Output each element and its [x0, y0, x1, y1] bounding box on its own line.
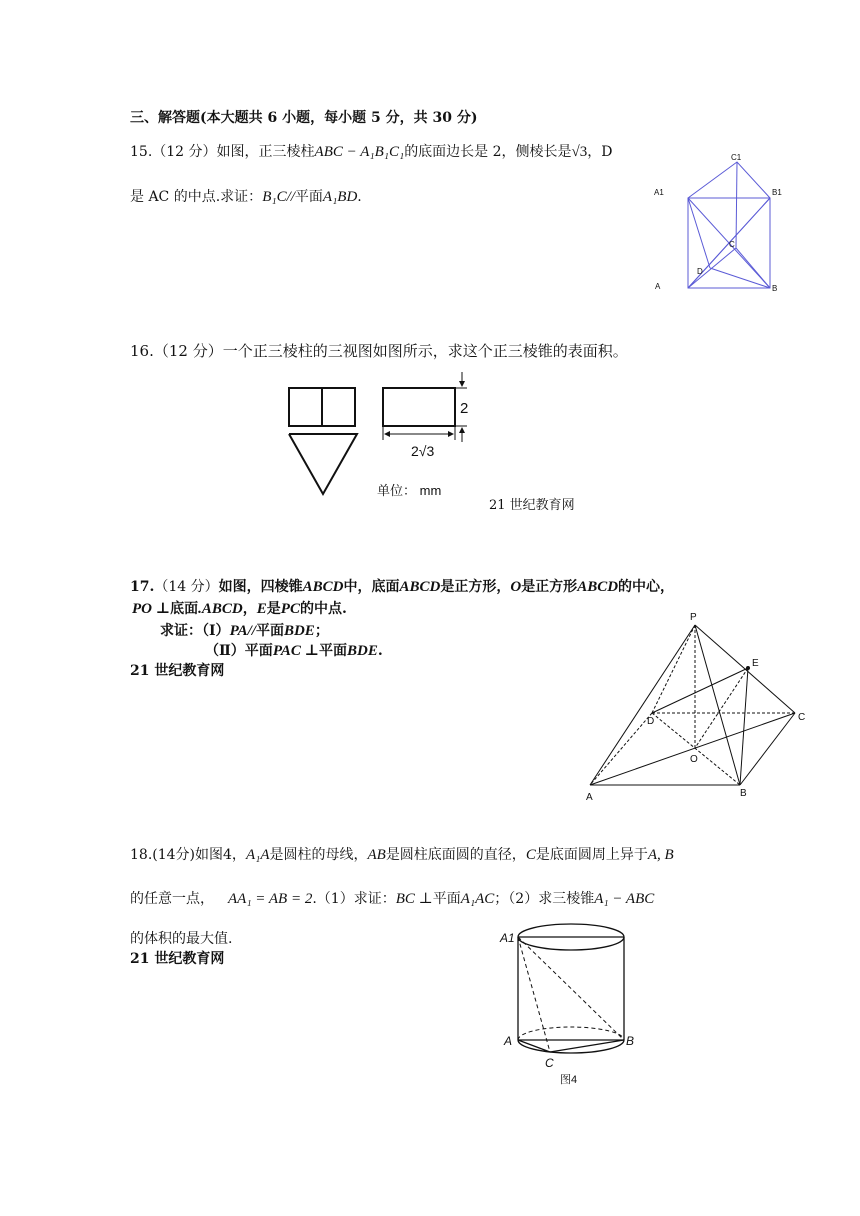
- q18-text-7: 是底面圆周上异于: [535, 847, 648, 863]
- q15-prism-figure: [650, 150, 790, 295]
- q15-root3: √3: [571, 144, 588, 160]
- q15-text: 如图，正三棱柱: [216, 144, 315, 160]
- q18-text-12: BC ⊥: [395, 891, 433, 907]
- q16-watermark: 21 世纪教育网: [489, 498, 575, 513]
- q18-text-5: 是圆柱底面圆的直径，: [385, 847, 526, 863]
- q16-three-view-figure: [285, 368, 495, 498]
- q18-figure-caption: 图4: [560, 1074, 578, 1086]
- q17-text-8: ABCD: [577, 579, 619, 595]
- q18-text-6: C: [525, 847, 536, 863]
- q15-label-d: D: [697, 267, 703, 276]
- q17-text-7: 是正方形: [521, 579, 578, 595]
- q18-text-9: 的任意一点，: [130, 891, 214, 907]
- q16-width-label: 2√3: [411, 443, 435, 459]
- q17-label-p: P: [690, 612, 697, 623]
- q18-text-8: A, B: [647, 847, 674, 863]
- q18-text-15: ；（2）求三棱锥: [494, 891, 595, 907]
- q18-cylinder-figure: [498, 915, 658, 1085]
- q16-line1: [130, 340, 628, 361]
- q17-text-17: 的中点.: [299, 601, 347, 617]
- q15-points: （12 分）: [152, 144, 217, 160]
- q18-number: 18.: [130, 847, 153, 863]
- q16-number: 16.: [130, 342, 154, 360]
- q18-label-a1: A1: [500, 931, 515, 945]
- q17-text-3: 中，底面: [343, 579, 400, 595]
- q17-label-c: C: [798, 712, 806, 723]
- q17-text-26: 平面: [319, 643, 348, 659]
- q17-proof-2: [205, 640, 383, 660]
- q17-text-5: 是正方形，: [440, 579, 511, 595]
- q17-text-6: O: [510, 579, 522, 595]
- q18-line1: [130, 844, 674, 864]
- q15-label-c: C: [729, 240, 735, 249]
- q16-points: （12 分）: [153, 342, 223, 360]
- q17-text-20: //: [247, 623, 256, 639]
- q17-text-19: PA: [229, 623, 248, 639]
- q17-watermark: 21 世纪教育网: [130, 663, 225, 679]
- q17-text-15: 是: [266, 601, 281, 617]
- q18-text-10: AA₁ = AB = 2: [228, 891, 313, 907]
- q17-text-10: PO ⊥: [132, 601, 171, 617]
- q15-label-a: A: [655, 282, 661, 291]
- q17-text-23: ；: [314, 623, 329, 639]
- q17-text-4: ABCD: [399, 579, 441, 595]
- q18-line3: 的体积的最大值.: [130, 931, 233, 947]
- q15-text-4: 是 AC 的中点.求证：: [130, 189, 263, 205]
- q17-text-2: ABCD: [302, 579, 344, 595]
- q17-text-9: 的中心，: [618, 579, 675, 595]
- q17-pyramid-figure: [580, 610, 810, 805]
- q15-text-3: ，D: [587, 144, 613, 160]
- q17-label-d: D: [647, 716, 655, 727]
- q17-number: 17.: [130, 579, 155, 595]
- q17-label-o: O: [690, 754, 698, 765]
- q18-points: (14分): [152, 847, 196, 863]
- q16-height-label: 2: [460, 400, 469, 417]
- q17-points: （14 分）: [154, 579, 219, 595]
- q15-line2: [130, 186, 362, 206]
- q18-label-a: A: [504, 1034, 513, 1048]
- q15-label-b1: B1: [772, 188, 782, 197]
- q17-text-11: 底面: [170, 601, 199, 617]
- q15-label-a1: A1: [654, 188, 664, 197]
- q18-text-16: A₁ − ABC: [594, 891, 655, 907]
- q15-text-2: 的底面边长是 2，侧棱长是: [404, 144, 572, 160]
- q17-text-12: .ABCD: [198, 601, 243, 617]
- q17-text-28: .: [377, 643, 383, 659]
- q17-text-22: BDE: [283, 623, 315, 639]
- q17-text-18: 求证：（Ⅰ）: [160, 623, 230, 639]
- q18-label-c: C: [545, 1056, 554, 1070]
- q18-watermark: 21 世纪教育网: [130, 951, 225, 967]
- q18-line2: [130, 888, 654, 908]
- q17-text-14: E: [256, 601, 267, 617]
- q18-text-3: 是圆柱的母线，: [269, 847, 368, 863]
- q17-label-b: B: [740, 788, 747, 799]
- q18-text-11: .（1）求证：: [312, 891, 396, 907]
- q17-text-13: ，: [242, 601, 257, 617]
- q15-line1: [130, 141, 613, 161]
- q17-text: 如图，四棱锥: [218, 579, 303, 595]
- q17-line2: [132, 598, 347, 618]
- q17-label-a: A: [586, 792, 593, 803]
- q17-line1: [130, 576, 674, 596]
- q15-text-5: 平面: [294, 189, 323, 205]
- q18-label-b: B: [626, 1034, 635, 1048]
- q16-text: 一个正三棱柱的三视图如图所示，求这个正三棱锥的表面积。: [222, 342, 628, 360]
- q17-text-21: 平面: [255, 623, 284, 639]
- q18-text-4: AB: [367, 847, 386, 863]
- q15-number: 15.: [130, 144, 153, 160]
- q15-label-c1: C1: [731, 153, 742, 162]
- q17-text-24: （Ⅱ）平面: [205, 643, 273, 659]
- q15-math-a1bd: A₁BD: [322, 189, 358, 205]
- q15-label-b: B: [772, 284, 778, 293]
- q17-proof-1: [160, 620, 329, 640]
- q15-parallel: //: [286, 189, 295, 205]
- q18-text-14: A₁AC: [460, 891, 495, 907]
- q15-prism: ABC − A₁B₁C₁: [314, 144, 405, 160]
- q17-text-16: PC: [280, 601, 300, 617]
- q17-label-e: E: [752, 658, 759, 669]
- q16-unit-label: 单位： mm: [377, 483, 442, 498]
- q15-math-b1c: B₁C: [262, 189, 287, 205]
- q17-text-27: BDE: [347, 643, 378, 659]
- q18-text-2: A₁A: [245, 847, 270, 863]
- q18-text: 如图4，: [195, 847, 246, 863]
- q18-text-13: 平面: [432, 891, 461, 907]
- section-heading: 三、解答题(本大题共 6 小题，每小题 5 分，共 30 分): [130, 110, 478, 126]
- q15-text-6: .: [357, 189, 362, 205]
- q17-text-25: PAC ⊥: [272, 643, 320, 659]
